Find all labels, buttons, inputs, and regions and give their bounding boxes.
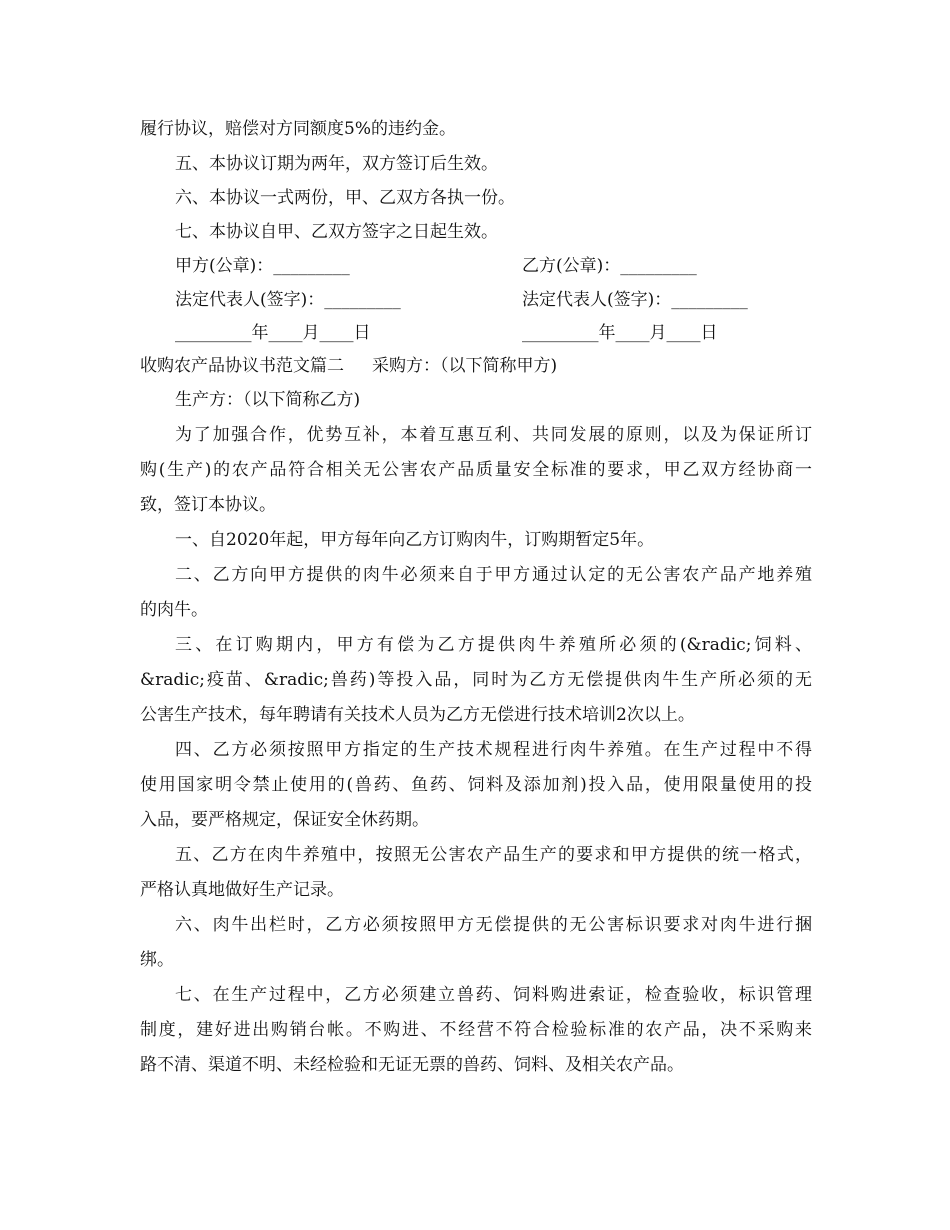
preamble-line-2: 购(生产)的农产品符合相关无公害农产品质量安全标准的要求，甲乙双方经协商一 [140,460,812,480]
party-b-seal: 乙方(公章)：_________ [522,256,697,276]
clause-1-line-1: 一、自2020年起，甲方每年向乙方订购肉牛，订购期暂定5年。 [175,530,655,550]
clause-7-line-3: 路不清、渠道不明、未经检验和无证无票的兽药、饲料、及相关农产品。 [140,1055,684,1075]
clause-6-line-1: 六、肉牛出栏时，乙方必须按照甲方无偿提供的无公害标识要求对肉牛进行捆 [175,915,812,935]
clause-6-line-2: 绑。 [140,950,174,970]
clause-4-line-1: 四、乙方必须按照甲方指定的生产技术规程进行肉牛养殖。在生产过程中不得 [175,740,812,760]
party-a-seal: 甲方(公章)：_________ [175,256,350,276]
producer-line: 生产方：（以下简称乙方) [175,390,361,410]
text-line-copies: 六、本协议一式两份，甲、乙双方各执一份。 [175,188,515,208]
preamble-line-1: 为了加强合作，优势互补，本着互惠互利、共同发展的原则，以及为保证所订 [175,425,812,445]
clause-7-line-2: 制度，建好进出购销台帐。不购进、不经营不符合检验标准的农产品，决不采购来 [140,1020,812,1040]
text-line-breach-penalty: 履行协议，赔偿对方同额度5%的违约金。 [140,119,456,139]
clause-2-line-2: 的肉牛。 [140,600,208,620]
preamble-line-3: 致，签订本协议。 [140,495,276,515]
party-a-date: _________年____月____日 [175,323,371,343]
section-title-line [140,355,557,377]
clause-4-line-3: 入品，要严格规定，保证安全休药期。 [140,810,429,830]
section-title: 收购农产品协议书范文篇二 [140,356,344,376]
buyer-line: 采购方：（以下简称甲方) [372,356,558,376]
text-line-term: 五、本协议订期为两年，双方签订后生效。 [175,154,498,174]
clause-2-line-1: 二、乙方向甲方提供的肉牛必须来自于甲方通过认定的无公害农产品产地养殖 [175,565,812,585]
party-b-date: _________年____月____日 [522,323,718,343]
clause-3-line-3: 公害生产技术，每年聘请有关技术人员为乙方无偿进行技术培训2次以上。 [140,705,695,725]
clause-4-line-2: 使用国家明令禁止使用的(兽药、鱼药、饲料及添加剂)投入品，使用限量使用的投 [140,775,812,795]
clause-5-line-2: 严格认真地做好生产记录。 [140,880,344,900]
clause-5-line-1: 五、乙方在肉牛养殖中，按照无公害农产品生产的要求和甲方提供的统一格式， [175,845,812,865]
clause-3-line-2: &radic;疫苗、&radic;兽药)等投入品，同时为乙方无偿提供肉牛生产所必须的无 [140,670,812,690]
text-line-effective: 七、本协议自甲、乙双方签字之日起生效。 [175,222,498,242]
clause-7-line-1: 七、在生产过程中，乙方必须建立兽药、饲料购进索证，检查验收，标识管理 [175,985,812,1005]
party-a-representative: 法定代表人(签字)：_________ [175,290,401,310]
clause-3-line-1: 三、在订购期内，甲方有偿为乙方提供肉牛养殖所必须的(&radic;饲料、 [175,635,812,655]
party-b-representative: 法定代表人(签字)：_________ [522,290,748,310]
